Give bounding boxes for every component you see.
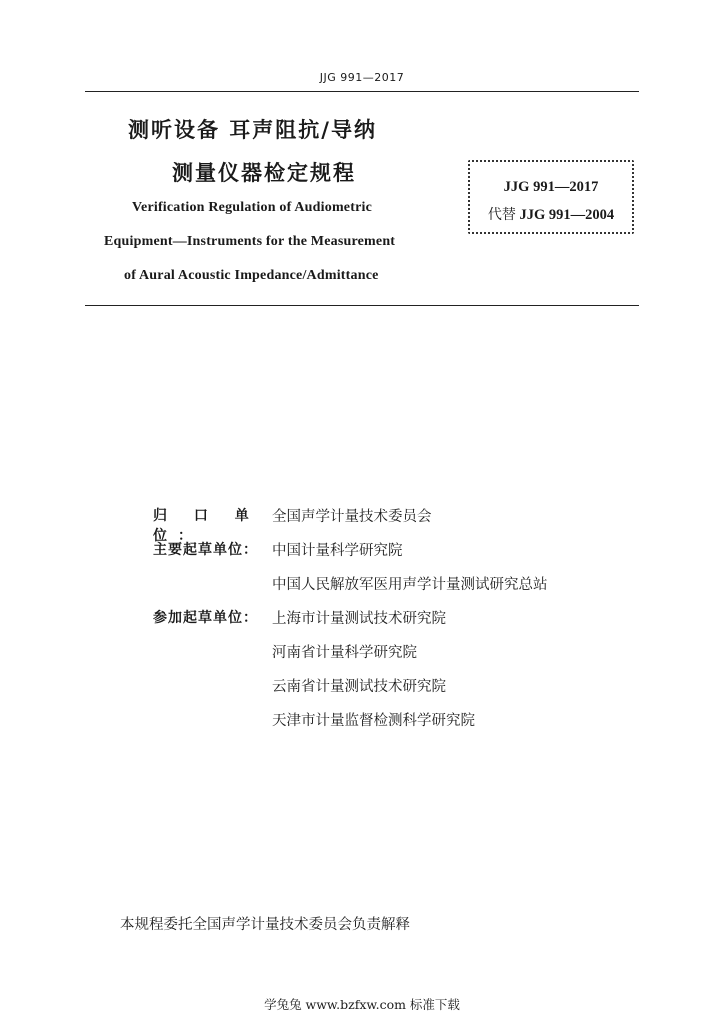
org-responsible [0,505,724,544]
org-responsible-value: 全国声学计量技术委员会 [272,509,432,525]
title-cn-line1: 测听设备 耳声阻抗/导纳 [128,118,377,142]
replaces-line [470,204,632,224]
title-en-line2: Equipment—Instruments for the Measurement [104,234,396,249]
standard-code: JJG 991—2017 [503,179,599,195]
org-participating-value: 河南省计量科学研究院 [272,645,417,661]
org-participating-2 [0,641,724,667]
org-participating-value: 天津市计量监督检测科学研究院 [272,713,475,729]
title-divider [85,305,639,306]
title-cn-line2: 测量仪器检定规程 [172,161,356,185]
title-en-line1: Verification Regulation of Audiometric [132,200,373,215]
org-participating [0,607,724,633]
org-responsible-label: 归 口 单 位： [153,508,260,544]
replaces-code: JJG 991—2004 [519,207,615,223]
replaces-label: 代替 [487,207,516,223]
org-participating-3 [0,675,724,701]
header-divider [85,91,639,92]
header-standard-code: JJG 991—2017 [319,71,405,84]
org-participating-4 [0,709,724,735]
interpretation-note: 本规程委托全国声学计量技术委员会负责解释 [120,917,410,933]
org-main-drafting [0,539,724,565]
org-main-drafting-label: 主要起草单位： [153,542,258,558]
org-participating-value: 上海市计量测试技术研究院 [272,611,446,627]
footer-watermark: 学兔兔 www.bzfxw.com 标准下载 [264,997,460,1012]
title-en-line3: of Aural Acoustic Impedance/Admittance [124,268,379,283]
org-main-drafting-2 [0,573,724,599]
org-participating-value: 云南省计量测试技术研究院 [272,679,446,695]
org-participating-label: 参加起草单位： [153,610,258,626]
org-main-drafting-value: 中国人民解放军医用声学计量测试研究总站 [272,577,548,593]
org-main-drafting-value: 中国计量科学研究院 [272,543,403,559]
standard-code-box [468,160,634,234]
